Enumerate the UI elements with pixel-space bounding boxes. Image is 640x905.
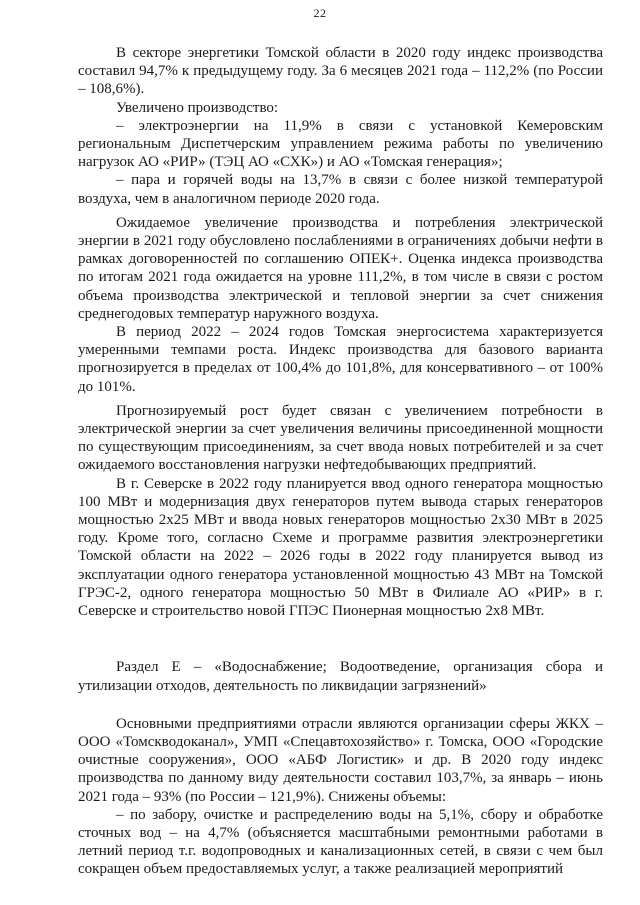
paragraph-forecast-2022-2024: В период 2022 – 2024 годов Томская энергосистема характеризуется умеренными темпами роста. Индекс производства для базового варианта прогнозируется в пределах от 100,4% до 101,8%, для консервативного – от 100% до 101%.: [78, 324, 603, 395]
page-number: 22: [313, 6, 327, 20]
paragraph-seversk-generators: В г. Северске в 2022 году планируется ввод одного генератора мощностью 100 МВт и модернизация двух генераторов путем вывода старых генераторов мощностью 2х25 МВт и ввода новых генераторов мощностью 2х30 МВт в 2025 году. Кроме того, согласно Схеме и программе развития электроэнергетики Томской области на 2022 – 2026 годы в 2022 году планируется вывод из эксплуатации одного генератора установленной мощностью 43 МВт на Томской ГРЭС-2, одного генератора мощностью 50 МВт в Филиале АО «РИР» в г. Северске и строительство новой ГПЭС Пионерная мощностью 2х8 МВт.: [78, 475, 603, 620]
list-item-water-volumes: – по забору, очистке и распределению воды на 5,1%, сбору и обработке сточных вод – на 4,7% (объясняется масштабными ремонтными работами в летний период т.г. водопроводных и канализационных сетей, в связи с чем был сокращен объем предоставляемых услуг, а также реализацией мероприятий: [78, 806, 603, 878]
paragraph-expected-growth: Ожидаемое увеличение производства и потребления электрической энергии в 2021 году обусловлено послаблениями в ограничениях добычи нефти в рамках договоренностей по соглашению ОПЕК+. Оценка индекса производства по итогам 2021 года ожидается на уровне 111,2%, в том числе в связи с ростом объема производства электрической и тепловой энергии за счет снижения среднегодовых температур наружного воздуха.: [78, 214, 603, 322]
spacer: [78, 695, 603, 715]
list-item-electricity: – электроэнергии на 11,9% в связи с установкой Кемеровским региональным Диспетчерским управлением режима работы по увеличению нагрузок АО «РИР» (ТЭЦ АО «СХК») и АО «Томская генерация»;: [78, 117, 603, 171]
list-item-steam-hot-water: – пара и горячей воды на 13,7% в связи с более низкой температурой воздуха, чем в аналогичном периоде 2020 года.: [78, 172, 603, 207]
document-body: [78, 44, 603, 879]
paragraph-water-enterprises: Основными предприятиями отрасли являются организации сферы ЖКХ – ООО «Томскводоканал», УМП «Спецавтохозяйство» г. Томска, ООО «Городские очистные сооружения», ООО «АБФ Логистик» и др. В 2020 году индекс производства по данному виду деятельности составил 103,7%, за январь – июнь 2021 года – 93% (по России – 121,9%). Снижены объемы:: [78, 715, 603, 805]
paragraph-energy-index: В секторе энергетики Томской области в 2020 году индекс производства составил 94,7% к предыдущему году. За 6 месяцев 2021 года – 112,2% (по России – 108,6%).: [78, 45, 603, 98]
paragraph-increased-production: Увеличено производство:: [116, 99, 279, 116]
spacer: [78, 620, 603, 658]
paragraph-demand-growth: Прогнозируемый рост будет связан с увеличением потребности в электрической энергии за счет увеличения величины присоединенной мощности по существующим присоединениям, за счет ввода новых потребителей и за счет ожидаемого восстановления нагрузки нефтедобывающих предприятий.: [78, 402, 603, 474]
section-title: Раздел Е – «Водоснабжение; Водоотведение, организация сбора и утилизации отходов, деятельность по ликвидации загрязнений»: [78, 659, 603, 694]
